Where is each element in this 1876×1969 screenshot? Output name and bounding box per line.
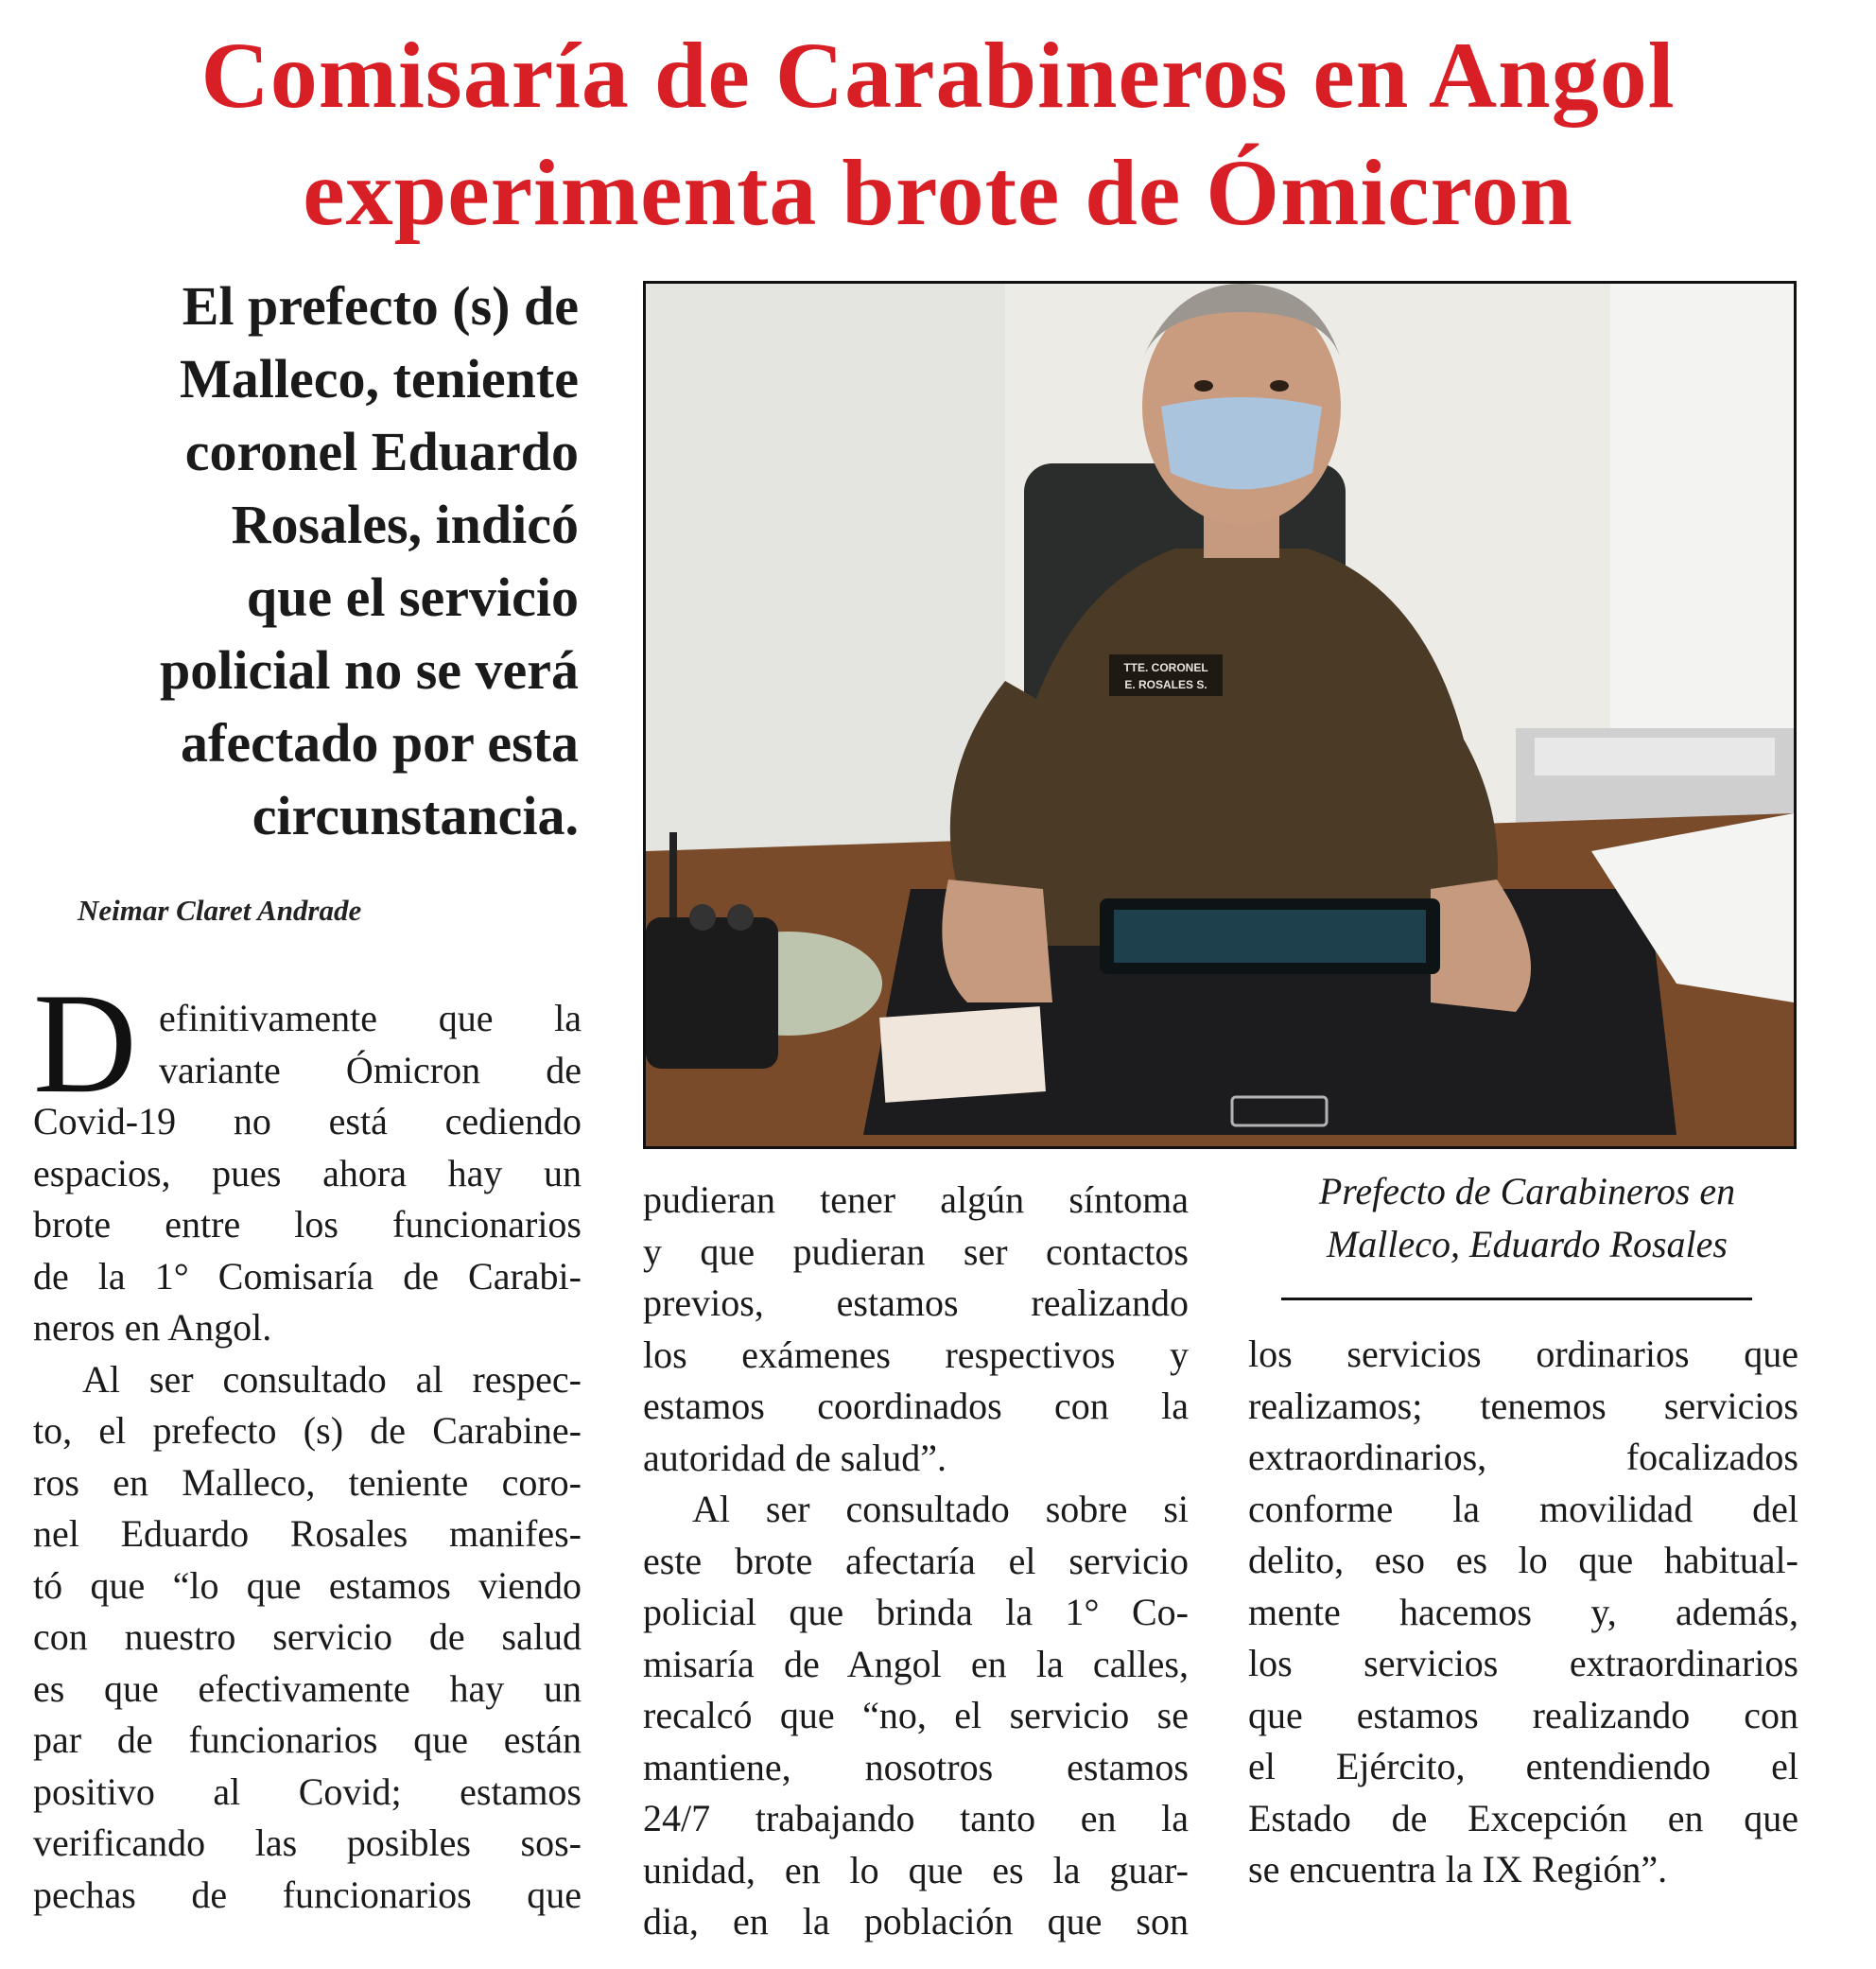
body-line: es que efectivamente hay un [33,1666,582,1710]
body-line: Al ser consultado al respec- [82,1357,582,1401]
body-line: los servicios extraordinarios [1248,1642,1798,1684]
body-line: Estado de Excepción en que [1248,1796,1798,1839]
body-line: este brote afectaría el servicio [643,1539,1189,1582]
body-line: delito, eso es lo que habitual- [1248,1539,1798,1581]
body-line: los servicios ordinarios que [1248,1333,1798,1375]
body-line: tó que “lo que estamos viendo [33,1563,582,1607]
body-line: con nuestro servicio de salud [33,1615,582,1658]
body-line: Covid-19 no está cediendo [33,1100,582,1142]
body-line: extraordinarios, focalizados [1248,1436,1798,1478]
body-line: ros en Malleco, teniente coro- [33,1460,582,1504]
caption-line-1: Prefecto de Carabineros en [1318,1170,1736,1212]
body-column-1 [33,993,582,1921]
body-line: de la 1° Comisaría de Carabi- [33,1254,582,1298]
badge-line-1: TTE. CORONEL [1123,661,1208,674]
body-line: que estamos realizando con [1248,1693,1798,1736]
deck-line: circunstancia. [252,785,579,846]
deck-line: afectado por esta [181,712,579,774]
deck-summary [38,270,579,852]
body-line: variante Ómicron de [159,1048,582,1091]
body-line: previos, estamos realizando [643,1281,1189,1324]
caption-line-2: Malleco, Eduardo Rosales [1326,1223,1728,1265]
drop-cap: D [33,964,137,1123]
body-line: efinitivamente que la [159,997,582,1039]
article-photo [643,281,1797,1149]
body-line: estamos coordinados con la [643,1385,1189,1427]
headline-line-1: Comisaría de Carabineros en Angol [200,23,1676,128]
body-line: realizamos; tenemos servicios [1248,1384,1798,1427]
photo-illustration [646,284,1794,1146]
body-line: espacios, pues ahora hay un [33,1151,582,1194]
body-line: recalcó que “no, el servicio se [643,1694,1189,1736]
body-column-3 [1248,1329,1798,1896]
body-line: el Ejército, entendiendo el [1248,1745,1798,1787]
deck-line: policial no se verá [159,639,579,701]
body-line: dia, en la población que son [643,1900,1189,1943]
photo-caption [1243,1165,1811,1271]
body-line: par de funcionarios que están [33,1718,582,1761]
body-line: mantiene, nosotros estamos [643,1745,1189,1788]
body-line: y que pudieran ser contactos [643,1229,1189,1273]
keyboard [1100,898,1440,974]
body-column-2 [643,1175,1189,1948]
body-line: conforme la movilidad del [1248,1487,1798,1530]
body-line: 24/7 trabajando tanto en la [643,1797,1189,1839]
body-line: Al ser consultado sobre si [692,1488,1189,1530]
badge-line-2: E. ROSALES S. [1124,678,1207,691]
body-line: to, el prefecto (s) de Carabine- [33,1409,582,1452]
deck-line: El prefecto (s) de [182,275,579,337]
body-line: policial que brinda la 1° Co- [643,1591,1189,1633]
body-line: autoridad de salud”. [643,1436,947,1479]
headline [0,17,1876,252]
caption-divider [1281,1298,1752,1300]
deck-line: que el servicio [246,566,579,628]
body-line: verificando las posibles sos- [33,1821,582,1864]
deck-line: Rosales, indicó [231,494,579,555]
headline-line-2: experimenta brote de Ómicron [303,140,1573,245]
body-line: nel Eduardo Rosales manifes- [33,1512,582,1555]
body-line: misaría de Angol en la calles, [643,1642,1189,1685]
body-line: brote entre los funcionarios [33,1203,582,1246]
deck-line: Malleco, teniente [180,348,579,409]
body-line: unidad, en lo que es la guar- [643,1848,1189,1891]
body-line: positivo al Covid; estamos [33,1769,582,1813]
body-line: pechas de funcionarios que [33,1873,582,1916]
body-line: pudieran tener algún síntoma [643,1178,1189,1221]
body-line: los exámenes respectivos y [643,1333,1189,1376]
deck-line: coronel Eduardo [184,421,579,482]
byline: Neimar Claret Andrade [78,894,362,927]
body-line: neros en Angol. [33,1306,272,1349]
body-line: mente hacemos y, además, [1248,1590,1798,1633]
body-line: se encuentra la IX Región”. [1248,1848,1668,1891]
